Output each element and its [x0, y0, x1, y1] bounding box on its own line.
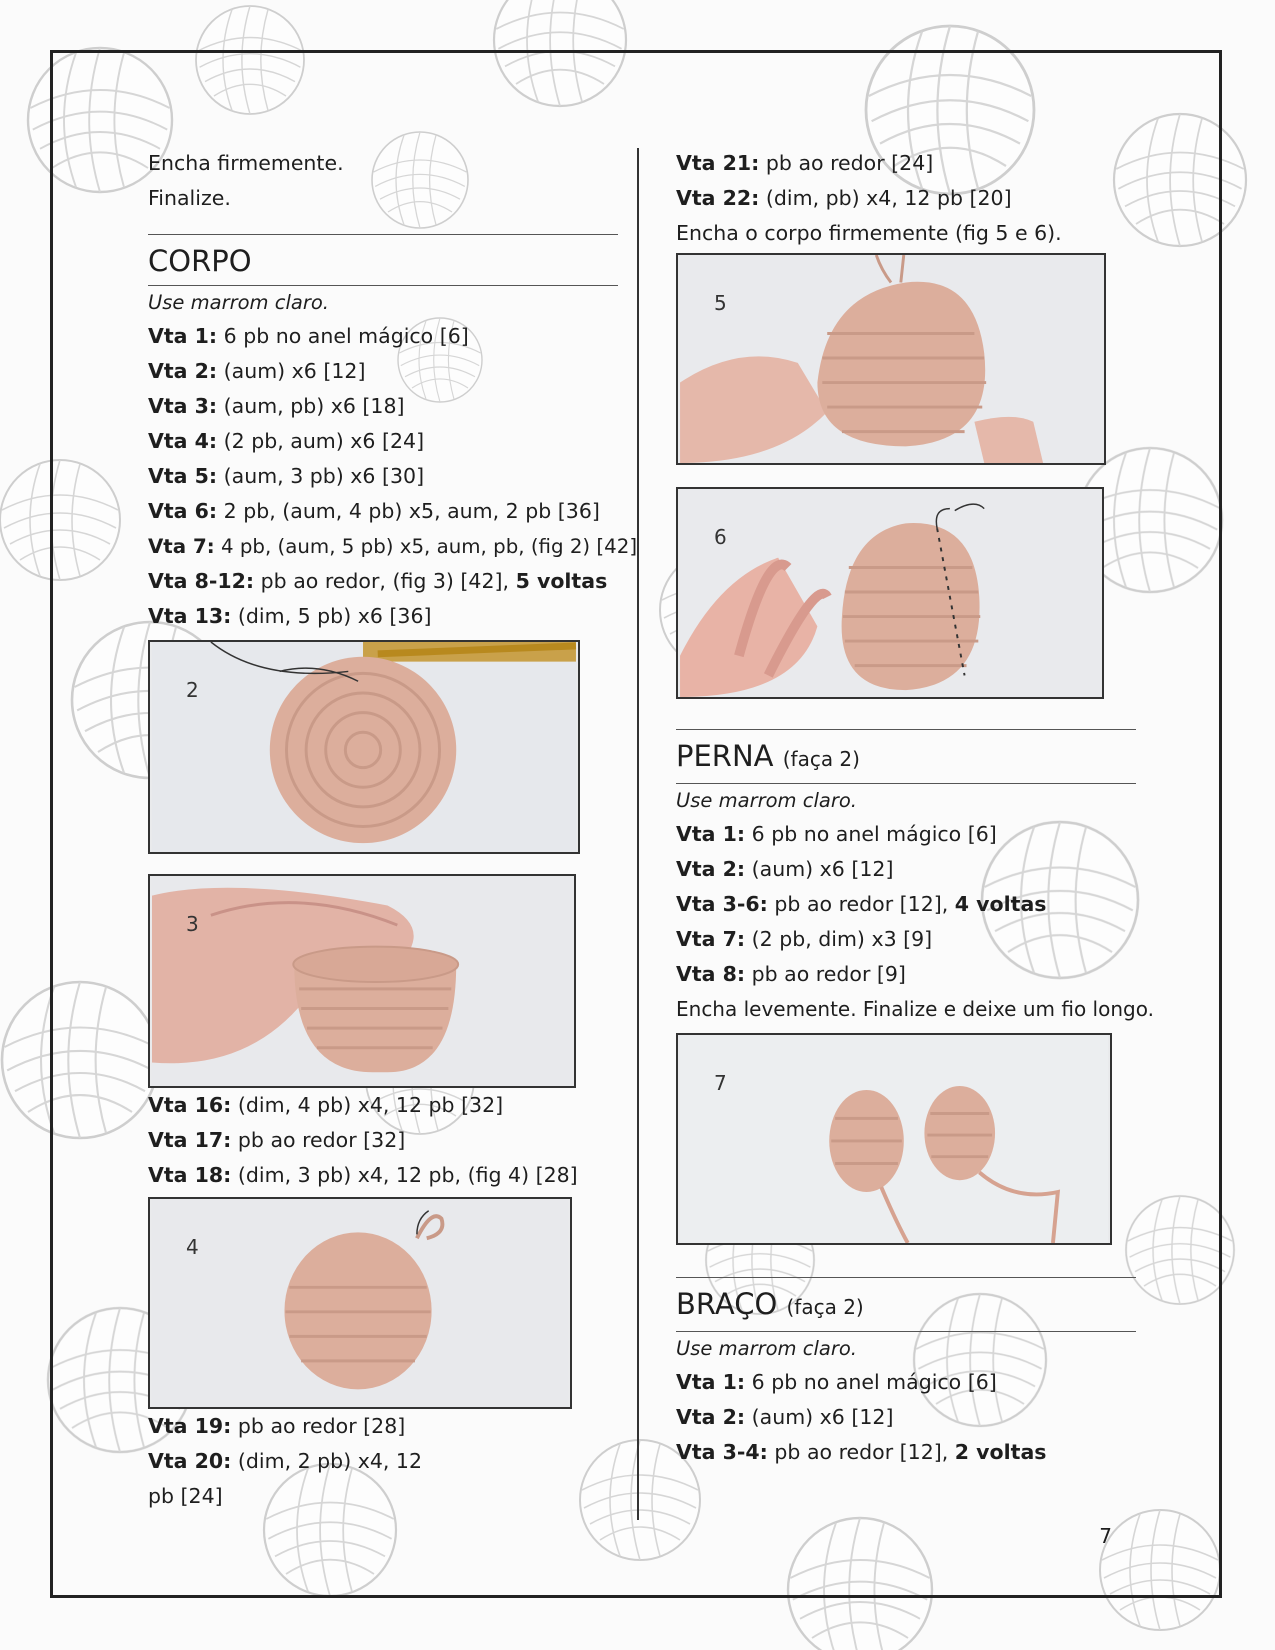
intro-line: Encha firmemente.	[148, 151, 344, 175]
section-header-braco	[676, 1277, 1136, 1332]
two-legs-photo	[678, 1035, 1110, 1243]
round-row: Vta 8: pb ao redor [9]	[676, 962, 906, 986]
figure-number: 6	[714, 525, 727, 549]
section-title: PERNA (faça 2)	[676, 739, 860, 773]
figure-number: 7	[714, 1071, 727, 1095]
photo-fig-7	[676, 1033, 1112, 1245]
round-row: Vta 13: (dim, 5 pb) x6 [36]	[148, 604, 432, 628]
round-row: Vta 16: (dim, 4 pb) x4, 12 pb [32]	[148, 1093, 504, 1117]
flat-circle-photo	[150, 642, 578, 852]
round-row: Vta 18: (dim, 3 pb) x4, 12 pb, (fig 4) [28]	[148, 1163, 578, 1187]
hand-holding-bowl-photo	[150, 876, 574, 1086]
round-row: Vta 3-4: pb ao redor [12], 2 voltas	[676, 1440, 1047, 1464]
round-row: Vta 22: (dim, pb) x4, 12 pb [20] Encha o corpo firmemente (fig 5 e 6).	[676, 186, 1062, 245]
round-row: Vta 1: 6 pb no anel mágico [6]	[676, 822, 997, 846]
photo-fig-2	[148, 640, 580, 854]
section-header-corpo	[148, 234, 618, 286]
intro-line: Finalize.	[148, 186, 231, 210]
photo-fig-5	[676, 253, 1106, 465]
round-row: Vta 2: (aum) x6 [12]	[676, 857, 894, 881]
figure-number: 5	[714, 291, 727, 315]
figure-number: 3	[186, 912, 199, 936]
round-row: Vta 5: (aum, 3 pb) x6 [30]	[148, 464, 425, 488]
round-row: Vta 2: (aum) x6 [12]	[148, 359, 366, 383]
round-row: Vta 21: pb ao redor [24]	[676, 151, 934, 175]
section-title: CORPO	[148, 244, 252, 278]
section-title: BRAÇO (faça 2)	[676, 1287, 864, 1321]
round-row: Vta 7: 4 pb, (aum, 5 pb) x5, aum, pb, (fig 2) [42]	[148, 535, 638, 558]
photo-fig-6	[676, 487, 1104, 699]
yarn-note: Use marrom claro.	[676, 1337, 857, 1360]
right-column	[676, 146, 1154, 1470]
round-row: Vta 3-6: pb ao redor [12], 4 voltas	[676, 892, 1047, 916]
photo-fig-4	[148, 1197, 572, 1409]
round-row: Vta 1: 6 pb no anel mágico [6]	[148, 324, 469, 348]
body-side-photo	[678, 489, 1102, 697]
figure-number: 2	[186, 678, 199, 702]
photo-fig-3	[148, 874, 576, 1088]
round-row: Vta 2: (aum) x6 [12]	[676, 1405, 894, 1429]
round-row: Vta 8-12: pb ao redor, (fig 3) [42], 5 voltas	[148, 569, 608, 593]
stuffed-ball-photo	[150, 1199, 570, 1407]
body-in-hand-photo	[678, 255, 1104, 463]
round-row: Vta 4: (2 pb, aum) x6 [24]	[148, 429, 425, 453]
yarn-note: Use marrom claro.	[148, 291, 329, 314]
column-divider	[637, 148, 639, 1520]
round-row: Vta 20: (dim, 2 pb) x4, 12 pb [24]	[148, 1449, 423, 1508]
closing-line: Encha levemente. Finalize e deixe um fio longo.	[676, 997, 1154, 1021]
round-row: Vta 1: 6 pb no anel mágico [6]	[676, 1370, 997, 1394]
page-number: 7	[1099, 1524, 1112, 1548]
round-row: Vta 7: (2 pb, dim) x3 [9]	[676, 927, 933, 951]
round-row: Vta 6: 2 pb, (aum, 4 pb) x5, aum, 2 pb [36]	[148, 499, 600, 523]
left-column	[148, 146, 638, 1514]
round-row: Vta 19: pb ao redor [28]	[148, 1414, 406, 1438]
figure-number: 4	[186, 1235, 199, 1259]
section-header-perna	[676, 729, 1136, 784]
yarn-note: Use marrom claro.	[676, 789, 857, 812]
round-row: Vta 3: (aum, pb) x6 [18]	[148, 394, 405, 418]
round-row: Vta 17: pb ao redor [32]	[148, 1128, 406, 1152]
